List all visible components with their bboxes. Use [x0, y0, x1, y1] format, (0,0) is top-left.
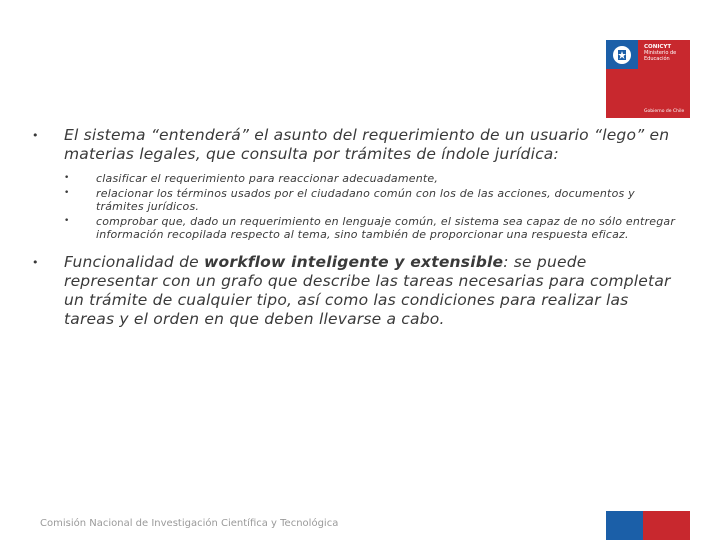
sub-bullet-item	[64, 172, 682, 185]
bullet-text: El sistema “entenderá” el asunto del requerimiento de un usuario “lego” en materias legales, que consulta por trámites de índole jurídica:	[64, 126, 670, 163]
sub-bullet-text: comprobar que, dado un requerimiento en lenguaje común, el sistema sea capaz de no sólo entregar información recopilada respecto al tema, sino también de proporcionar una respuesta eficaz.	[96, 215, 676, 241]
bullet-item-2	[32, 253, 682, 329]
logo-text-area	[638, 40, 690, 118]
logo-blue-block	[606, 40, 638, 69]
sub-bullet-text: clasificar el requerimiento para reaccionar adecuadamente,	[96, 172, 439, 185]
bullet-icon: •	[32, 129, 39, 142]
footer-org-name: Comisión Nacional de Investigación Científica y Tecnológica	[40, 518, 339, 529]
chile-coat-of-arms-icon	[611, 44, 633, 66]
sub-bullet-item	[64, 215, 682, 241]
footer-color-bar	[606, 511, 690, 540]
bullet-item-1	[32, 126, 682, 241]
logo-red-block	[606, 69, 638, 118]
bullet-icon: •	[32, 256, 39, 269]
footer-red-block	[643, 511, 690, 540]
logo-org-name: CONICYT	[644, 44, 672, 50]
footer-blue-block	[606, 511, 643, 540]
logo-ministry: Ministerio de Educación	[644, 50, 677, 62]
bullet-text-suffix: : se puede representar con un grafo que describe las tareas necesarias para completar un trámite de cualquier tipo, así como las condiciones para realizar las tareas y el orden en que deben llevarse a cabo.	[64, 253, 671, 328]
logo-government: Gobierno de Chile	[644, 109, 685, 114]
sub-bullet-icon: •	[64, 216, 70, 226]
sub-bullet-list	[64, 172, 682, 241]
logo-color-block	[606, 40, 638, 118]
conicyt-logo	[606, 40, 690, 118]
sub-bullet-icon: •	[64, 173, 70, 183]
bullet-text-emphasis: workflow inteligente y extensible	[204, 253, 504, 271]
sub-bullet-icon: •	[64, 188, 70, 198]
logo-org-text	[644, 44, 690, 62]
sub-bullet-text: relacionar los términos usados por el ciudadano común con los de las acciones, documentos y trámites jurídicos.	[96, 187, 635, 213]
sub-bullet-item	[64, 187, 682, 213]
slide-body	[32, 126, 682, 329]
bullet-text-prefix: Funcionalidad de	[64, 253, 204, 271]
